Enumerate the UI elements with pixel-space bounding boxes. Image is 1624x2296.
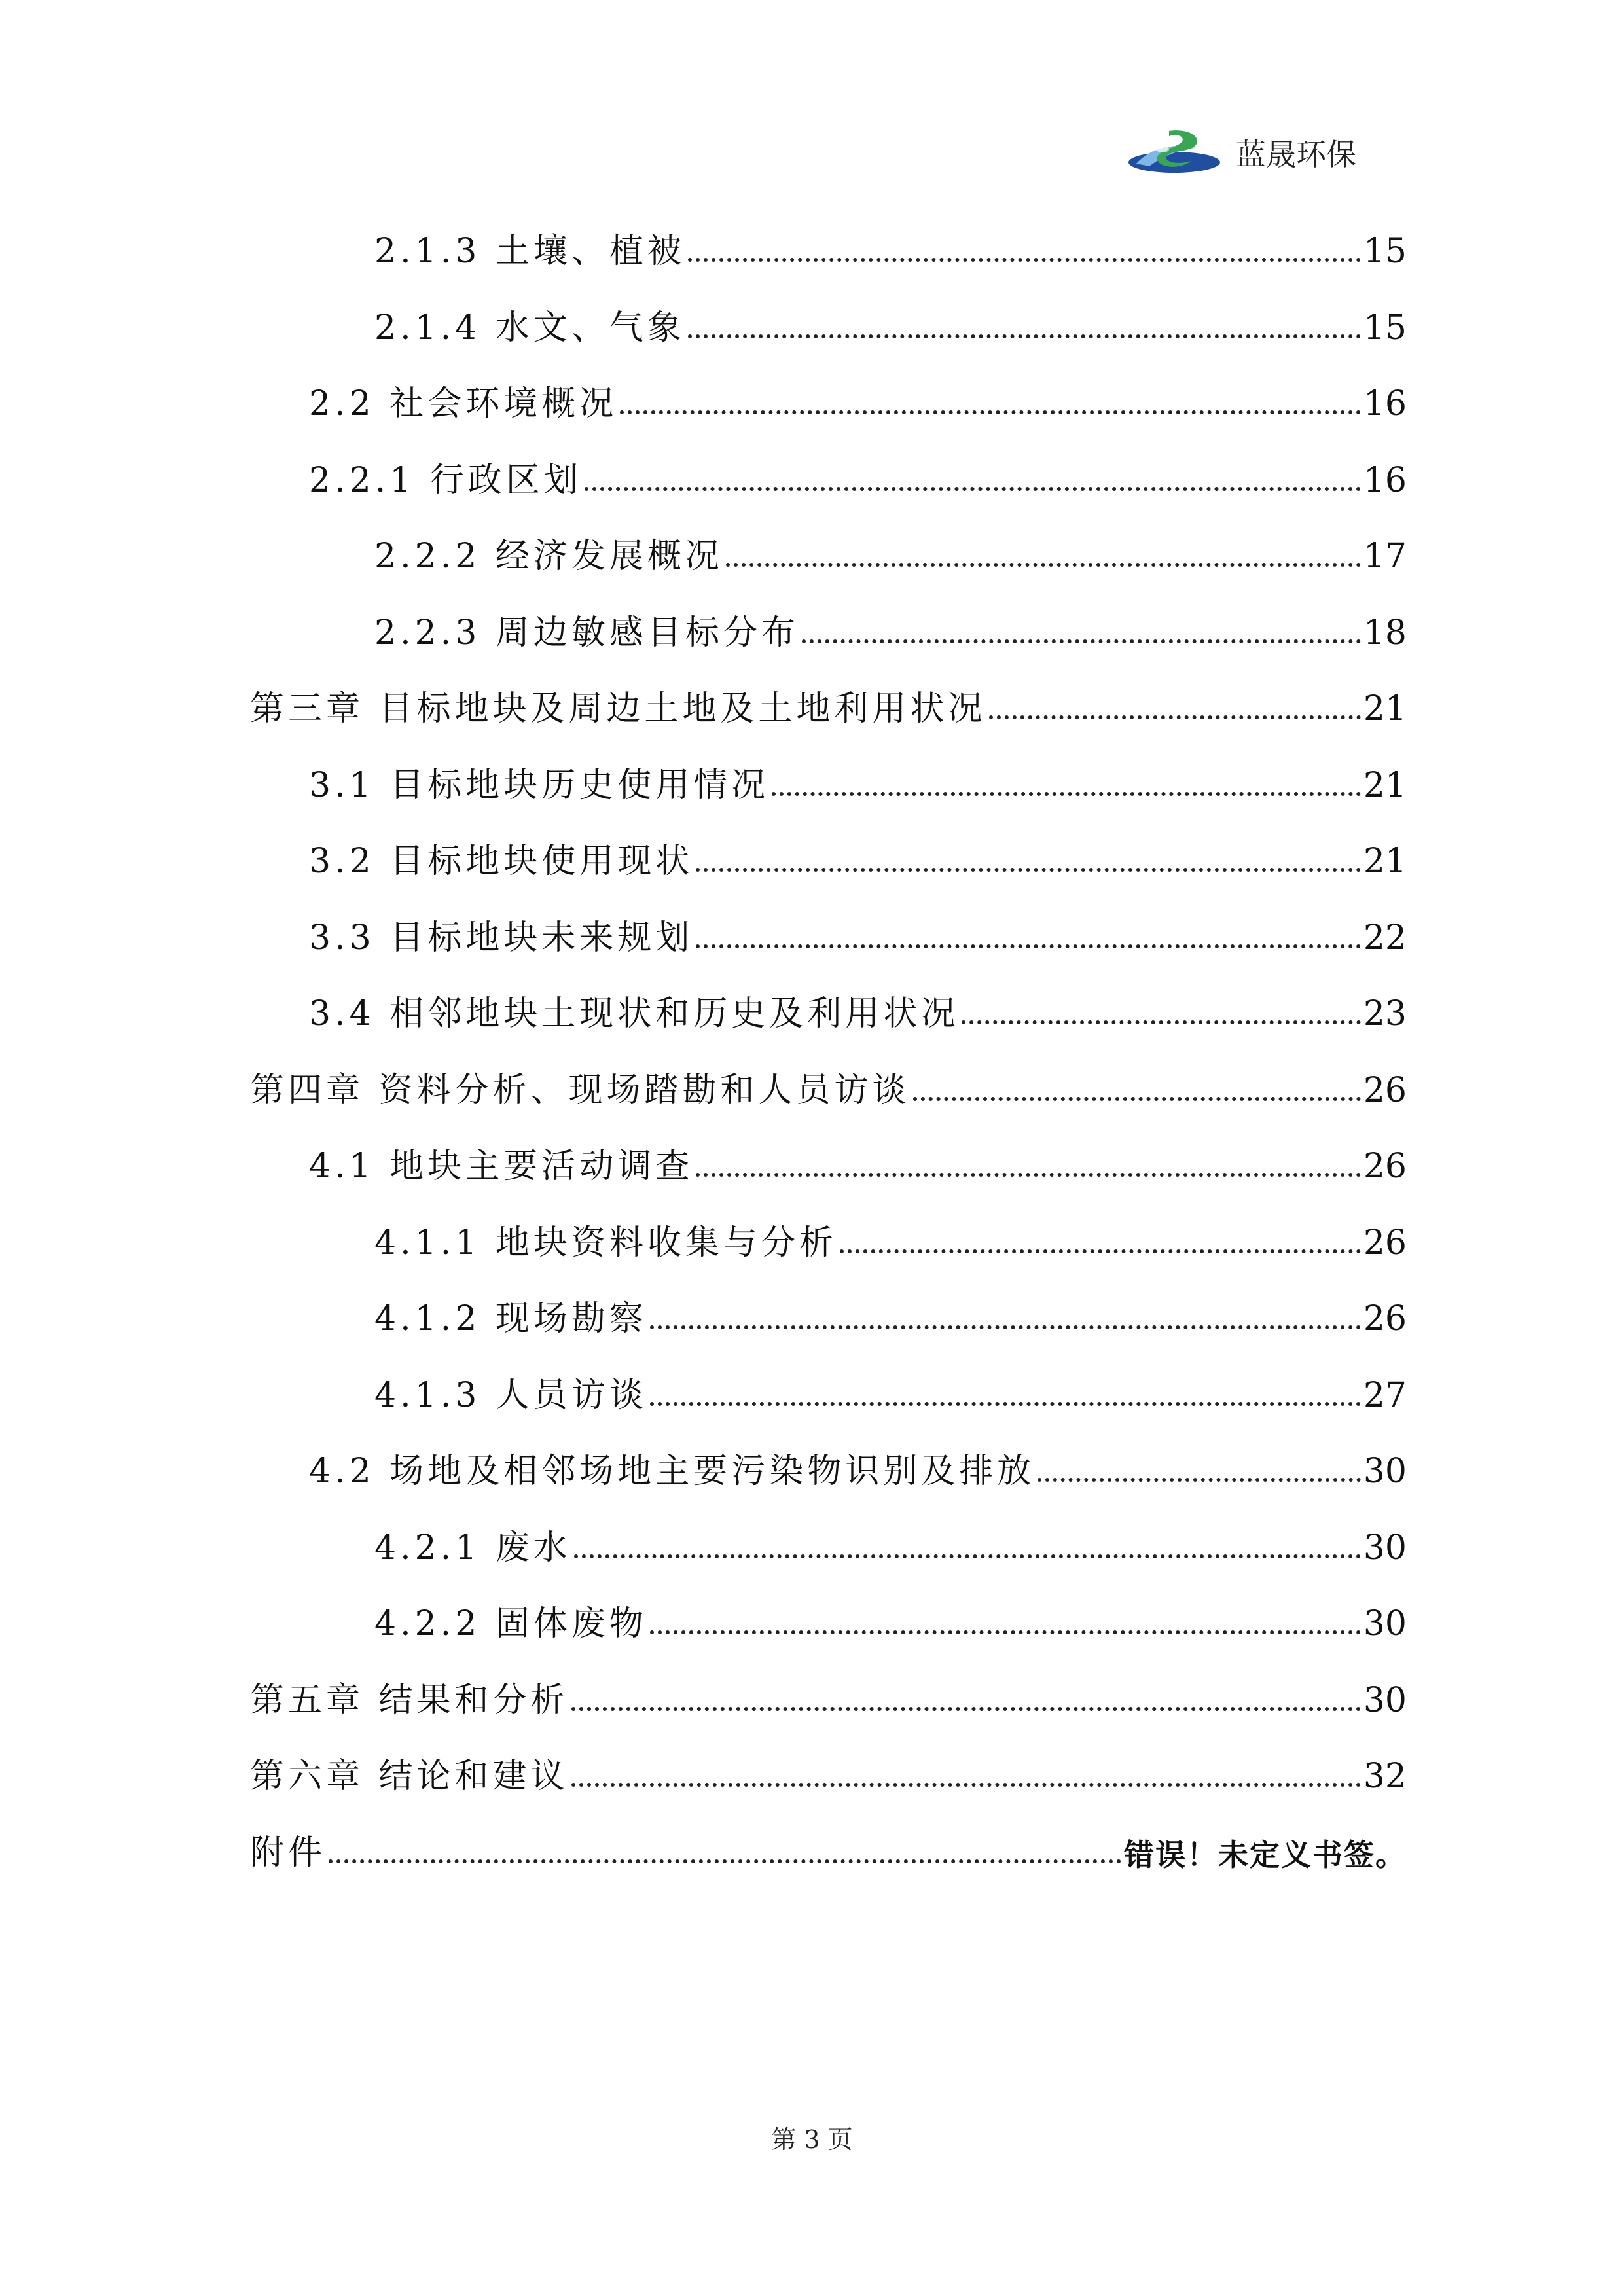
toc-entry[interactable] xyxy=(309,903,1407,958)
toc-page-number: 27 xyxy=(1363,1375,1407,1415)
toc-entry[interactable] xyxy=(374,1283,1407,1336)
toc-entry-label: 附件 xyxy=(250,1833,327,1873)
toc-leader-dots xyxy=(696,868,1361,872)
toc-entry[interactable] xyxy=(309,978,1407,1031)
toc-leader-dots xyxy=(650,1325,1361,1329)
toc-entry[interactable] xyxy=(309,368,1407,421)
toc-entry-label: 2.1.4 水文、气象 xyxy=(374,308,685,348)
toc-leader-dots xyxy=(650,1402,1361,1406)
toc-page-number: 30 xyxy=(1363,1604,1407,1643)
toc-entry-label: 4.1.2 现场勘察 xyxy=(374,1299,647,1338)
toc-entry[interactable] xyxy=(250,1055,1407,1110)
toc-page-number: 32 xyxy=(1363,1757,1407,1796)
toc-entry-label: 2.2.3 周边敏感目标分布 xyxy=(374,613,799,653)
toc-page-number: 26 xyxy=(1363,1070,1407,1110)
toc-page-number: 26 xyxy=(1363,1223,1407,1263)
toc-page-number: 21 xyxy=(1363,689,1407,728)
page-number: 第 3 页 xyxy=(771,2125,853,2154)
toc-leader-dots xyxy=(329,1859,1121,1863)
toc-page-number: 21 xyxy=(1363,765,1407,805)
toc-entry-label: 2.1.3 土壤、植被 xyxy=(374,232,685,271)
brand-name: 蓝晟环保 xyxy=(1236,137,1356,172)
toc-entry[interactable] xyxy=(309,445,1407,500)
toc-entry-label: 4.1.3 人员访谈 xyxy=(374,1375,647,1415)
toc-page-number: 23 xyxy=(1363,994,1407,1033)
toc-entry[interactable] xyxy=(374,1588,1407,1641)
toc-entry[interactable] xyxy=(250,1665,1407,1720)
toc-leader-dots xyxy=(585,487,1361,491)
toc-entry-label: 4.2.1 废水 xyxy=(374,1528,571,1568)
toc-entry[interactable] xyxy=(309,1436,1407,1491)
toc-leader-dots xyxy=(571,1783,1361,1787)
toc-entry[interactable] xyxy=(374,293,1407,348)
toc-leader-dots xyxy=(620,410,1361,414)
toc-leader-dots xyxy=(989,715,1361,719)
toc-entry-label: 3.3 目标地块未来规划 xyxy=(309,918,694,958)
toc-page-number: 26 xyxy=(1363,1299,1407,1338)
toc-entry[interactable] xyxy=(374,1208,1407,1263)
toc-entry[interactable] xyxy=(250,673,1407,726)
toc-entry[interactable] xyxy=(309,750,1407,805)
toc-page-number: 22 xyxy=(1363,918,1407,958)
toc-entry[interactable] xyxy=(374,521,1407,576)
toc-entry[interactable] xyxy=(374,1513,1407,1568)
toc-page-number: 30 xyxy=(1363,1452,1407,1491)
toc-leader-dots xyxy=(696,944,1361,948)
toc-leader-dots xyxy=(1038,1478,1361,1482)
toc-entry-label: 3.2 目标地块使用现状 xyxy=(309,842,694,881)
toc-leader-dots xyxy=(688,258,1361,262)
toc-entry-label: 4.1 地块主要活动调查 xyxy=(309,1147,694,1186)
toc-leader-dots xyxy=(726,563,1361,567)
toc-entry-label: 3.4 相邻地块土现状和历史及利用状况 xyxy=(309,994,960,1033)
toc-entry[interactable] xyxy=(309,826,1407,881)
toc-leader-dots xyxy=(913,1097,1361,1101)
toc-page-number: 30 xyxy=(1363,1680,1407,1720)
toc-entry-label: 4.1.1 地块资料收集与分析 xyxy=(374,1223,837,1263)
toc-leader-dots xyxy=(772,792,1361,796)
toc-entry[interactable] xyxy=(250,1741,1407,1796)
toc-bookmark-error: 错误！未定义书签。 xyxy=(1124,1837,1407,1873)
toc-entry-label: 2.2 社会环境概况 xyxy=(309,384,618,423)
toc-entry-label: 4.2.2 固体废物 xyxy=(374,1604,647,1643)
toc-leader-dots xyxy=(840,1249,1361,1253)
toc-leader-dots xyxy=(802,639,1361,643)
toc-page-number: 15 xyxy=(1363,232,1407,271)
toc-entry-label: 2.2.2 经济发展概况 xyxy=(374,537,723,576)
toc-page-number: 26 xyxy=(1363,1147,1407,1186)
toc-page-number: 30 xyxy=(1363,1528,1407,1568)
toc-leader-dots xyxy=(574,1554,1361,1558)
toc-entry-label: 4.2 场地及相邻场地主要污染物识别及排放 xyxy=(309,1452,1036,1491)
toc-entry-label: 第四章 资料分析、现场踏勘和人员访谈 xyxy=(250,1070,911,1110)
toc-page-number: 18 xyxy=(1363,613,1407,653)
toc-page-number: 17 xyxy=(1363,537,1407,576)
toc-entry-label: 2.2.1 行政区划 xyxy=(309,460,582,500)
toc-leader-dots xyxy=(571,1707,1361,1711)
toc-page-number: 16 xyxy=(1363,384,1407,423)
toc-leader-dots xyxy=(696,1173,1361,1177)
toc-entry-label: 第六章 结论和建议 xyxy=(250,1757,569,1796)
toc-entry-label: 第五章 结果和分析 xyxy=(250,1680,569,1720)
toc-page-number: 21 xyxy=(1363,842,1407,881)
toc-entry[interactable] xyxy=(374,1360,1407,1415)
toc-entry[interactable] xyxy=(250,1818,1407,1873)
toc-leader-dots xyxy=(688,334,1361,338)
toc-entry[interactable] xyxy=(374,216,1407,271)
toc-entry-label: 3.1 目标地块历史使用情况 xyxy=(309,765,770,805)
toc-leader-dots xyxy=(962,1020,1361,1024)
toc-entry-label: 第三章 目标地块及周边土地及土地利用状况 xyxy=(250,689,986,728)
toc-page-number: 16 xyxy=(1363,460,1407,500)
toc-entry[interactable] xyxy=(374,598,1407,653)
toc-entry[interactable] xyxy=(309,1131,1407,1186)
toc-page-number: 15 xyxy=(1363,308,1407,348)
toc-leader-dots xyxy=(650,1630,1361,1634)
